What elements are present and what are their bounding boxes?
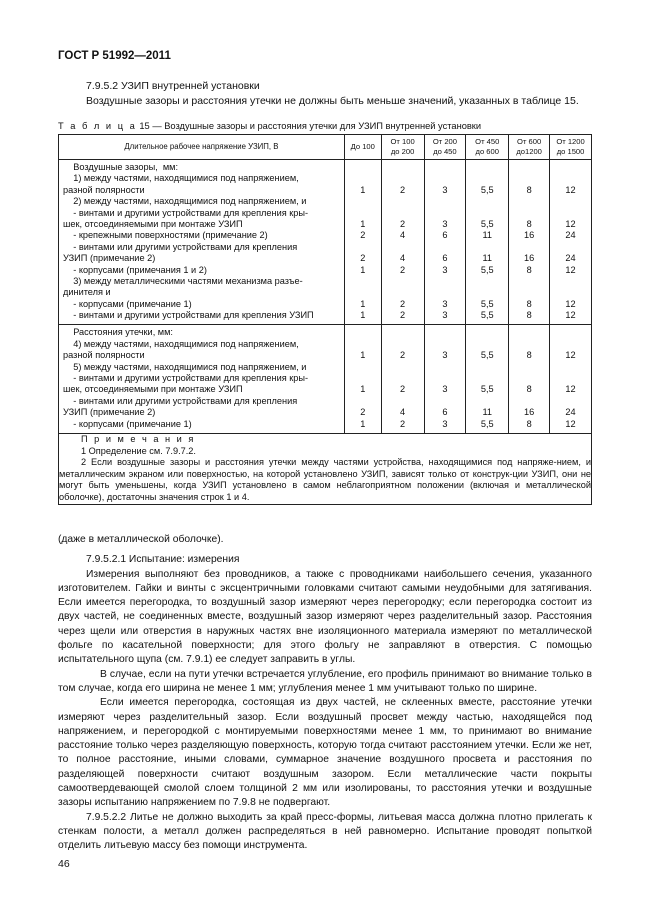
row-value: 1: [360, 298, 366, 309]
row-value: 5,5: [480, 384, 494, 395]
row-value: 2: [400, 418, 406, 429]
row-value: [513, 396, 545, 407]
standard-header: ГОСТ Р 51992—2011: [58, 50, 171, 62]
row-value: 2: [400, 350, 406, 361]
row-description: - винтами или другими устройствами для крепления: [63, 395, 298, 406]
row-value: [386, 196, 420, 207]
row-value: [429, 276, 462, 287]
row-value: 2: [400, 184, 406, 195]
row-value: 8: [526, 184, 532, 195]
row-description: шек, отсоединяемыми при монтаже УЗИП: [63, 218, 243, 229]
row-value: 12: [565, 350, 576, 361]
air-clearance-group: [59, 160, 592, 325]
table-caption-word: Т а б л и ц а: [58, 121, 137, 131]
row-description: - корпусами (примечание 1): [63, 418, 192, 429]
row-value: [513, 373, 545, 384]
paragraph-casting: 7.9.5.2.2 Литье не должно выходить за край пресс-формы, литьевая масса должна плотно прилегать к стенкам полости, а металл должен распределяться в ней равномерно. Испытание проводят попыткой отделить литьевую массу без помощи инструмента.: [58, 811, 592, 852]
group-descriptions: [59, 325, 344, 433]
row-value: [470, 173, 504, 184]
row-description: динителя и: [63, 287, 111, 298]
row-value: [349, 287, 377, 298]
row-value: 3: [442, 298, 448, 309]
row-value: [349, 327, 377, 338]
row-value: 1: [360, 218, 366, 229]
row-description: Расстояния утечки, мм:: [63, 327, 173, 338]
row-value: 24: [565, 230, 576, 241]
row-value: [386, 173, 420, 184]
row-value: [386, 396, 420, 407]
voltage-col-line: до 1500: [556, 147, 585, 156]
row-value: [513, 362, 545, 373]
row-value: [386, 327, 420, 338]
row-value: 12: [565, 218, 576, 229]
row-value: 4: [400, 253, 406, 264]
row-description: - корпусами (примечания 1 и 2): [63, 264, 207, 275]
row-value: 16: [524, 407, 535, 418]
row-value: [470, 362, 504, 373]
voltage-col-line: От 200: [432, 137, 457, 146]
row-value: 8: [526, 298, 532, 309]
row-value: [554, 362, 587, 373]
row-value: [429, 173, 462, 184]
row-value: [513, 196, 545, 207]
row-value: 8: [526, 310, 532, 321]
row-description: 5) между частями, находящимися под напряжением, и: [63, 361, 307, 372]
voltage-col-line: От 600: [517, 137, 542, 146]
row-value: 1: [360, 264, 366, 275]
row-value: [349, 362, 377, 373]
row-value: [513, 162, 545, 173]
row-value: 2: [400, 298, 406, 309]
row-value: [386, 373, 420, 384]
row-value: [513, 208, 545, 219]
row-value: 8: [526, 418, 532, 429]
row-value: 3: [442, 350, 448, 361]
voltage-col: [381, 135, 424, 160]
voltage-col-line: до1200: [516, 147, 542, 156]
group-values: [466, 325, 508, 433]
row-value: [470, 276, 504, 287]
row-value: [513, 327, 545, 338]
paragraph-groove: В случае, если на пути утечки встречается углубление, его профиль принимают во внимание только в том случае, когда его ширина не менее 1 мм; углубления менее 1 мм учитывают только по ширине.: [58, 668, 592, 694]
row-value: 5,5: [480, 310, 494, 321]
row-value: 12: [565, 384, 576, 395]
row-value: 3: [442, 218, 448, 229]
row-value: [554, 276, 587, 287]
row-value: 3: [442, 418, 448, 429]
row-value: [429, 208, 462, 219]
row-value: 3: [442, 384, 448, 395]
row-value: [349, 276, 377, 287]
voltage-col-line: От 1200: [556, 137, 585, 146]
row-description: - винтами или другими устройствами для крепления: [63, 241, 298, 252]
group-values: [425, 325, 466, 433]
voltage-col-line: до 450: [433, 147, 457, 156]
row-description: шек, отсоединяемыми при монтаже УЗИП: [63, 384, 243, 395]
row-value: [429, 196, 462, 207]
row-description: Воздушные зазоры, мм:: [63, 162, 179, 172]
group-values: [345, 325, 381, 433]
row-value: [429, 287, 462, 298]
group-values: [345, 160, 381, 324]
row-value: [386, 287, 420, 298]
row-value: [554, 162, 587, 173]
row-value: [554, 396, 587, 407]
group-values: [466, 160, 508, 324]
row-value: [470, 208, 504, 219]
row-value: 24: [565, 253, 576, 264]
row-value: [554, 287, 587, 298]
row-value: [349, 242, 377, 253]
row-value: 2: [360, 253, 366, 264]
row-description: - винтами и другими устройствами для крепления кры-: [63, 373, 309, 384]
row-value: [429, 396, 462, 407]
row-value: [349, 396, 377, 407]
row-value: 3: [442, 184, 448, 195]
row-value: 12: [565, 264, 576, 275]
row-value: [554, 327, 587, 338]
row-value: [386, 242, 420, 253]
voltage-col-line: до 200: [390, 147, 415, 156]
row-value: [429, 362, 462, 373]
group-values: [382, 160, 424, 324]
row-value: [429, 373, 462, 384]
voltage-col: [424, 135, 466, 160]
note-1: 1 Определение см. 7.9.7.2.: [81, 445, 196, 456]
row-value: 5,5: [480, 418, 494, 429]
row-value: 6: [442, 407, 448, 418]
row-value: 8: [526, 350, 532, 361]
section-intro: Воздушные зазоры и расстояния утечки не должны быть меньше значений, указанных в таблице 15.: [86, 95, 579, 107]
row-value: [386, 362, 420, 373]
row-value: [554, 242, 587, 253]
paragraph-measurements: Измерения выполняют без проводников, а также с проводниками наибольшего сечения, указанного изготовителем. Гайки и винты с эксцентричными головками считают самыми неудобными для затягивания. Если имеется перегородка, то воздушный зазор измеряют через перегородку; если перегородка состоит из двух частей, не соединенных вместе, воздушный зазор измеряют через разделительный зазор. Расстояния через щели или отверстия в наружных частях вне изоляционного материала измеряют по металлической фольге по касательной поверхности; для этого фольгу не заправляют в отверстия. С помощью испытательного щупа (см. 7.9.1) ее следует заправить в углы.: [58, 568, 592, 666]
row-value: 24: [565, 407, 576, 418]
row-description: - винтами и другими устройствами для крепления кры-: [63, 207, 309, 218]
row-value: 5,5: [480, 218, 494, 229]
row-description: - винтами и другими устройствами для крепления УЗИП: [63, 310, 314, 321]
row-value: 4: [400, 407, 406, 418]
row-value: [513, 339, 545, 350]
row-value: [349, 339, 377, 350]
voltage-col-line: до 600: [475, 147, 499, 156]
table-caption-text: 15 — Воздушные зазоры и расстояния утечки для УЗИП внутренней установки: [139, 121, 482, 131]
row-value: [429, 339, 462, 350]
row-value: 5,5: [480, 350, 494, 361]
row-value: 11: [482, 253, 493, 264]
voltage-col: [466, 135, 509, 160]
row-value: 11: [482, 230, 493, 241]
group-values: [509, 325, 549, 433]
group-descriptions: [59, 160, 344, 324]
row-description: 4) между частями, находящимися под напряжением,: [63, 338, 299, 349]
row-value: [386, 339, 420, 350]
row-value: [349, 173, 377, 184]
row-value: 8: [526, 384, 532, 395]
voltage-header: Длительное рабочее напряжение УЗИП, В: [59, 135, 345, 160]
row-value: [513, 242, 545, 253]
row-value: [470, 196, 504, 207]
row-value: [513, 173, 545, 184]
voltage-col-line: От 450: [475, 137, 500, 146]
row-value: [429, 242, 462, 253]
row-value: 6: [442, 230, 448, 241]
row-value: [554, 208, 587, 219]
row-value: [554, 196, 587, 207]
row-value: 2: [400, 264, 406, 275]
row-description: УЗИП (примечание 2): [63, 253, 156, 264]
row-value: 12: [565, 298, 576, 309]
row-value: [349, 373, 377, 384]
test-heading: 7.9.5.2.1 Испытание: измерения: [86, 554, 240, 566]
row-value: 11: [482, 407, 493, 418]
row-value: 16: [524, 253, 535, 264]
group-values: [382, 325, 424, 433]
paragraph-partition: Если имеется перегородка, состоящая из двух частей, не склеенных вместе, расстояние утечки измеряют через разделительный зазор. Если воздушный просвет между частью, находящейся под напряжением, и перегородкой с монтируемыми поверхностями менее 1 мм, то принимают во внимание расстояние только через разделяющую поверхность, которую тогда считают расстоянием утечки. Если же нет, то полное расстояние, иными словами, суммарное значение воздушного просвета и расстояния по разделяющей поверхности считают воздушным зазором. Если металлические части покрыты самоотвердевающей смолой слоем толщиной 2 мм или изолированы, то расстояния утечки и воздушные зазоры испытанию напряжением по 7.9.8 не подвергают.: [58, 697, 592, 809]
row-value: [386, 208, 420, 219]
row-description: 2) между частями, находящимися под напряжением, и: [63, 196, 307, 207]
row-value: [554, 339, 587, 350]
row-value: 2: [360, 407, 366, 418]
body-text: [58, 533, 592, 854]
row-value: 1: [360, 418, 366, 429]
row-value: 2: [400, 310, 406, 321]
row-value: [429, 162, 462, 173]
row-value: 1: [360, 310, 366, 321]
voltage-col-line: До 100: [350, 142, 375, 151]
row-value: 1: [360, 384, 366, 395]
table-header-row: [59, 135, 592, 160]
row-description: - крепежными поверхностями (примечание 2): [63, 230, 268, 241]
note-2: 2 Если воздушные зазоры и расстояния утечки между частями устройства, находящимися под напряже-нием, и металлическим экраном или поверхностью, на которой установлено УЗИП, зависят только от конструк-ции УЗИП, они не могут быть уменьшены, когда УЗИП установлено в самом неблагоприятном положении (включая и металлической оболочке), достаточны значения строк 1 и 4.: [59, 457, 591, 502]
row-value: [513, 276, 545, 287]
row-value: [554, 373, 587, 384]
voltage-col: [509, 135, 550, 160]
row-description: разной полярности: [63, 350, 145, 361]
row-value: [349, 208, 377, 219]
clearance-table: [58, 134, 592, 505]
row-value: 2: [400, 384, 406, 395]
section-heading: 7.9.5.2 УЗИП внутренней установки: [86, 80, 260, 92]
row-value: [349, 196, 377, 207]
row-value: 12: [565, 310, 576, 321]
row-value: 2: [360, 230, 366, 241]
table-notes-row: [59, 433, 592, 504]
row-value: 3: [442, 310, 448, 321]
voltage-col: [344, 135, 381, 160]
row-description: 1) между частями, находящимися под напряжением,: [63, 173, 299, 184]
group-values: [425, 160, 466, 324]
after-table-text: (даже в металлической оболочке).: [58, 534, 224, 545]
creepage-group: [59, 325, 592, 434]
row-description: - корпусами (примечание 1): [63, 298, 192, 309]
group-values: [550, 160, 591, 324]
row-value: [554, 173, 587, 184]
row-value: 8: [526, 218, 532, 229]
row-value: [470, 327, 504, 338]
row-value: 12: [565, 418, 576, 429]
row-value: [470, 339, 504, 350]
row-value: 6: [442, 253, 448, 264]
row-value: [470, 242, 504, 253]
voltage-col: [550, 135, 592, 160]
row-value: [513, 287, 545, 298]
row-value: [349, 162, 377, 173]
row-value: 4: [400, 230, 406, 241]
row-description: УЗИП (примечание 2): [63, 407, 156, 418]
notes-heading: П р и м е ч а н и я: [81, 433, 196, 444]
row-value: [386, 276, 420, 287]
row-value: 3: [442, 264, 448, 275]
row-value: 1: [360, 350, 366, 361]
row-value: [386, 162, 420, 173]
row-value: [470, 287, 504, 298]
page-number: 46: [58, 858, 70, 870]
row-value: 12: [565, 184, 576, 195]
group-values: [550, 325, 591, 433]
table-caption: [58, 121, 481, 131]
row-value: 5,5: [480, 184, 494, 195]
row-value: 8: [526, 264, 532, 275]
row-value: [470, 162, 504, 173]
group-values: [509, 160, 549, 324]
row-value: [470, 373, 504, 384]
row-value: [470, 396, 504, 407]
row-description: разной полярности: [63, 184, 145, 195]
row-value: 5,5: [480, 298, 494, 309]
row-value: 16: [524, 230, 535, 241]
row-value: 5,5: [480, 264, 494, 275]
row-value: [429, 327, 462, 338]
row-description: 3) между металлическими частями механизма разъе-: [63, 275, 303, 286]
voltage-col-line: От 100: [390, 137, 415, 146]
row-value: 2: [400, 218, 406, 229]
row-value: 1: [360, 184, 366, 195]
